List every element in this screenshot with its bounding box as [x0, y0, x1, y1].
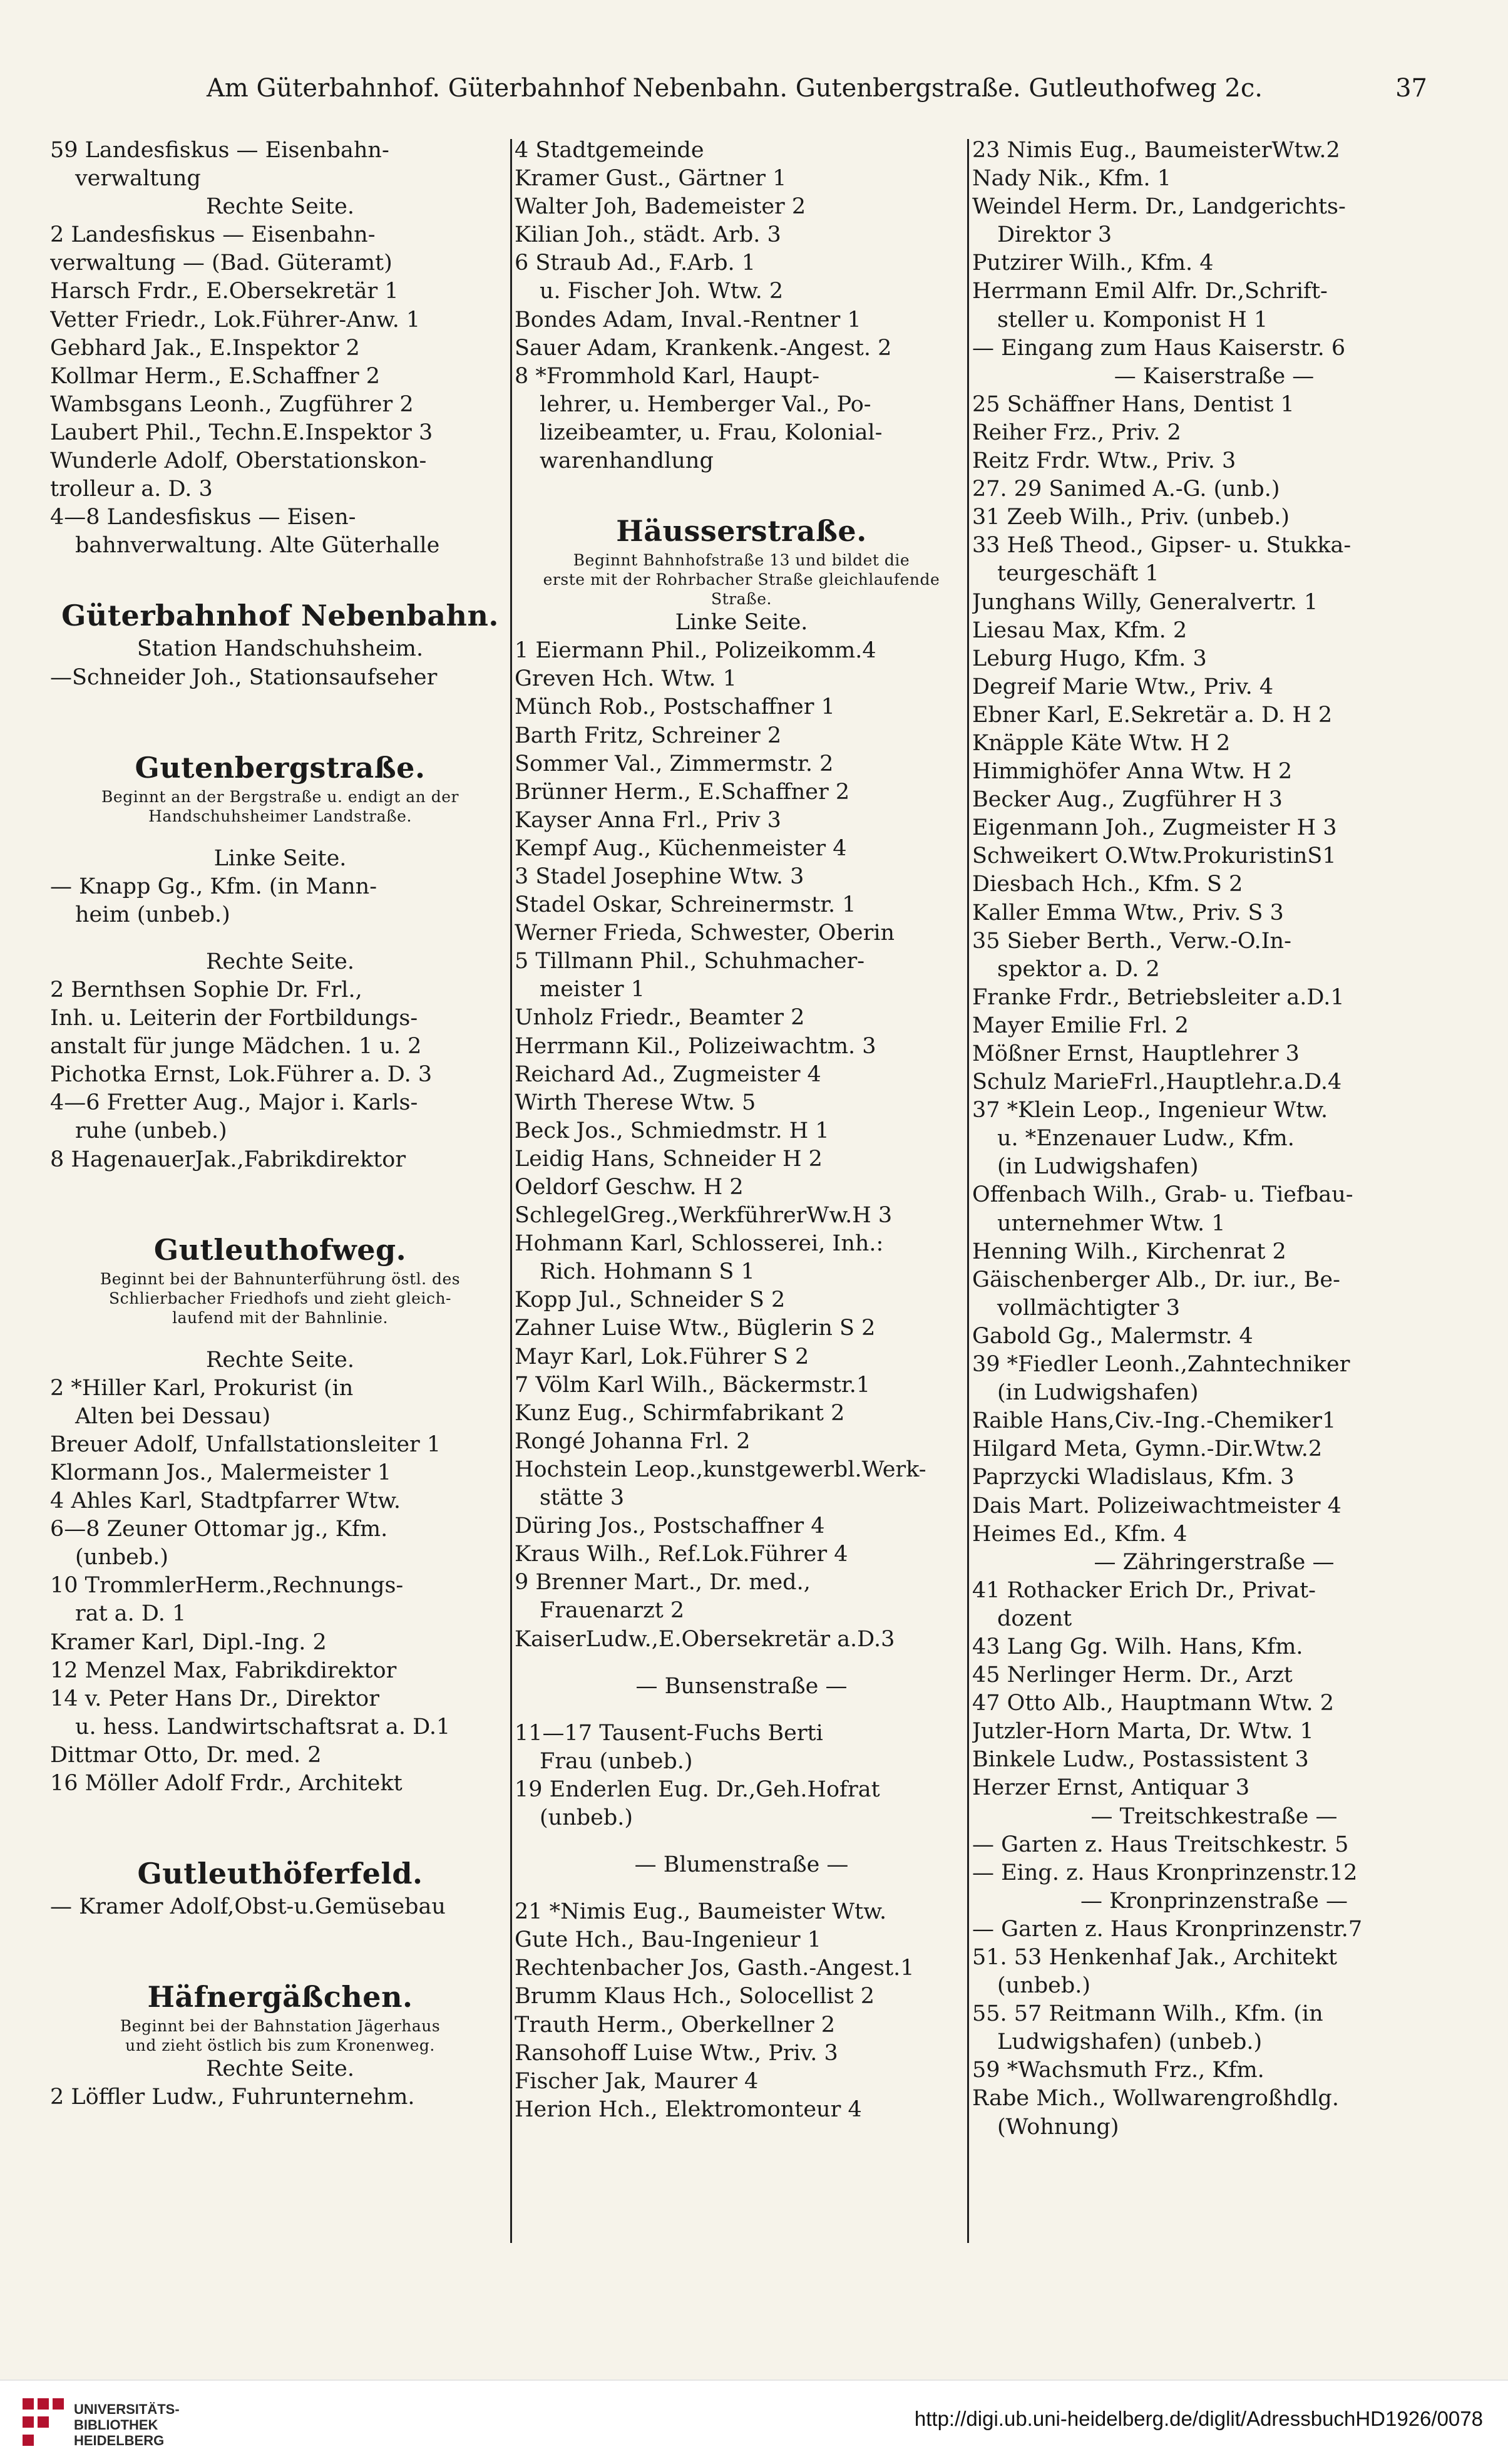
entry-line: Pichotka Ernst, Lok.Führer a. D. 3: [50, 1062, 433, 1088]
spacer: [50, 560, 510, 596]
entry-line: Rechtenbacher Jos, Gasth.-Angest.1: [515, 1956, 915, 1981]
entry-line: 3 Stadel Josephine Wtw. 3: [515, 863, 804, 889]
entry-line: Walter Joh, Bademeister 2: [515, 194, 806, 220]
entry-line: 16 Möller Adolf Frdr., Architekt: [50, 1771, 403, 1796]
logo-line-2: BIBLIOTHEK: [74, 2417, 158, 2433]
entry-line: Düring Jos., Postschaffner 4: [515, 1513, 825, 1539]
entry-line: Leburg Hugo, Kfm. 3: [972, 646, 1207, 671]
entry-line: — Kramer Adolf,Obst-u.Gemüsebau: [50, 1894, 446, 1920]
entry-line: Wirth Therese Wtw. 5: [515, 1090, 756, 1115]
entry-line: Reichard Ad., Zugmeister 4: [515, 1061, 821, 1087]
entry-line: Barth Fritz, Schreiner 2: [515, 723, 782, 748]
entry-line: — Bunsenstraße —: [635, 1673, 848, 1699]
street-description: erste mit der Rohrbacher Straße gleichlaufende: [543, 570, 940, 589]
entry-line: 27. 29 Sanimed A.-G. (unb.): [972, 477, 1280, 502]
entry-line: Rechte Seite.: [206, 2056, 354, 2082]
entry-line: Weindel Herm. Dr., Landgerichts-: [972, 194, 1346, 220]
logo-line-1: UNIVERSITÄTS-: [74, 2401, 180, 2417]
entry-line: trolleur a. D. 3: [50, 477, 213, 502]
spacer: [50, 1327, 510, 1346]
street-description: Beginnt bei der Bahnstation Jägerhaus: [120, 2017, 441, 2036]
entry-line: Trauth Herm., Oberkellner 2: [515, 2012, 835, 2038]
entry-line: stätte 3: [540, 1485, 625, 1511]
entry-line: 6—8 Zeuner Ottomar jg., Kfm.: [50, 1517, 388, 1542]
entry-line: 4 Stadtgemeinde: [515, 138, 704, 163]
column-left: [50, 137, 510, 2253]
entry-line: Hilgard Meta, Gymn.-Dir.Wtw.2: [972, 1436, 1323, 1462]
entry-line: lehrer, u. Hemberger Val., Po-: [540, 391, 871, 417]
entry-line: Herion Hch., Elektromonteur 4: [515, 2096, 862, 2122]
entry-line: Hochstein Leop.,kunstgewerbl.Werk-: [515, 1456, 926, 1482]
entry-line: Henning Wilh., Kirchenrat 2: [972, 1239, 1286, 1264]
entry-line: Ebner Karl, E.Sekretär a. D. H 2: [972, 702, 1333, 728]
street-description: Straße.: [711, 590, 772, 609]
entry-line: Wambsgans Leonh., Zugführer 2: [50, 391, 414, 417]
entry-line: Ransohoff Luise Wtw., Priv. 3: [515, 2040, 838, 2066]
street-heading: Häusserstraße.: [616, 514, 867, 549]
street-description: Schlierbacher Friedhofs und zieht gleich-: [109, 1289, 451, 1307]
spacer: [515, 1701, 968, 1719]
entry-line: Kollmar Herm., E.Schaffner 2: [50, 363, 381, 389]
entry-line: spektor a. D. 2: [997, 956, 1160, 982]
entry-line: Zahner Luise Wtw., Büglerin S 2: [515, 1316, 876, 1341]
entry-line: Mayr Karl, Lok.Führer S 2: [515, 1344, 809, 1369]
entry-line: Kilian Joh., städt. Arb. 3: [515, 222, 781, 248]
entry-line: — Kronprinzenstraße —: [1080, 1888, 1348, 1914]
street-description: Beginnt bei der Bahnunterführung östl. des: [100, 1269, 461, 1288]
entry-line: 4—6 Fretter Aug., Major i. Karls-: [50, 1090, 418, 1116]
entry-line: Direktor 3: [997, 222, 1112, 248]
entry-line: meister 1: [540, 977, 645, 1003]
entry-line: Klormann Jos., Malermeister 1: [50, 1460, 392, 1485]
entry-line: Franke Frdr., Betriebsleiter a.D.1: [972, 984, 1345, 1010]
entry-line: verwaltung: [75, 166, 201, 192]
entry-line: Schulz MarieFrl.,Hauptlehr.a.D.4: [972, 1070, 1342, 1095]
entry-line: 2 Bernthsen Sophie Dr. Frl.,: [50, 977, 362, 1003]
entry-line: 10 TrommlerHerm.,Rechnungs-: [50, 1573, 404, 1599]
entry-line: 55. 57 Reitmann Wilh., Kfm. (in: [972, 2001, 1323, 2027]
spacer: [50, 929, 510, 948]
column-divider-2: [967, 139, 969, 2243]
street-description: Beginnt an der Bergstraße u. endigt an der: [101, 787, 459, 806]
entry-line: (in Ludwigshafen): [997, 1380, 1199, 1406]
entry-line: bahnverwaltung. Alte Güterhalle: [75, 533, 440, 559]
street-description: Handschuhsheimer Landstraße.: [148, 807, 412, 825]
entry-line: steller u. Komponist H 1: [997, 307, 1268, 332]
entry-line: Nady Nik., Kfm. 1: [972, 166, 1172, 192]
spacer: [50, 1798, 510, 1854]
logo-line-3: HEIDELBERG: [74, 2433, 165, 2448]
entry-line: Brünner Herm., E.Schaffner 2: [515, 779, 850, 805]
spacer: [50, 692, 510, 748]
entry-line: (in Ludwigshafen): [997, 1154, 1199, 1180]
entry-line: Inh. u. Leiterin der Fortbildungs-: [50, 1006, 418, 1031]
entry-line: — Knapp Gg., Kfm. (in Mann-: [50, 874, 377, 899]
entry-line: — Eingang zum Haus Kaiserstr. 6: [972, 335, 1346, 361]
entry-line: Greven Hch. Wtw. 1: [515, 666, 737, 692]
entry-line: Münch Rob., Postschaffner 1: [515, 694, 835, 720]
entry-line: (unbeb.): [997, 1973, 1091, 1999]
entry-line: Hohmann Karl, Schlosserei, Inh.:: [515, 1231, 884, 1257]
spacer: [50, 1921, 510, 1977]
entry-line: Paprzycki Wladislaus, Kfm. 3: [972, 1465, 1295, 1490]
entry-line: 19 Enderlen Eug. Dr.,Geh.Hofrat: [515, 1776, 880, 1802]
entry-line: 21 *Nimis Eug., Baumeister Wtw.: [515, 1899, 887, 1925]
entry-line: — Eing. z. Haus Kronprinzenstr.12: [972, 1860, 1358, 1885]
entry-line: — Treitschkestraße —: [1090, 1803, 1338, 1829]
entry-line: Leidig Hans, Schneider H 2: [515, 1146, 823, 1172]
entry-line: — Zähringerstraße —: [1094, 1549, 1335, 1575]
footer-bar: [0, 2379, 1508, 2464]
entry-line: Dais Mart. Polizeiwachtmeister 4: [972, 1493, 1341, 1518]
entry-line: (unbeb.): [75, 1545, 169, 1570]
entry-line: warenhandlung: [540, 448, 714, 474]
entry-line: (Wohnung): [997, 2114, 1119, 2140]
entry-line: Putzirer Wilh., Kfm. 4: [972, 250, 1214, 276]
entry-line: 7 Völm Karl Wilh., Bäckermstr.1: [515, 1372, 871, 1398]
entry-line: 23 Nimis Eug., BaumeisterWtw.2: [972, 138, 1340, 163]
entry-line: Rechte Seite.: [206, 1347, 354, 1373]
entry-line: Unholz Friedr., Beamter 2: [515, 1005, 805, 1031]
entry-line: Frauenarzt 2: [540, 1598, 685, 1624]
entry-line: Gute Hch., Bau-Ingenieur 1: [515, 1927, 821, 1953]
entry-line: 25 Schäffner Hans, Dentist 1: [972, 391, 1295, 417]
street-heading: Gutenbergstraße.: [135, 750, 426, 785]
entry-line: Beck Jos., Schmiedmstr. H 1: [515, 1118, 829, 1143]
entry-line: Stadel Oskar, Schreinermstr. 1: [515, 892, 856, 918]
entry-line: ruhe (unbeb.): [75, 1118, 227, 1144]
entry-line: 43 Lang Gg. Wilh. Hans, Kfm.: [972, 1634, 1303, 1659]
spacer: [515, 1654, 968, 1673]
street-heading: Häfnergäßchen.: [147, 1980, 413, 2014]
entry-line: Kunz Eug., Schirmfabrikant 2: [515, 1400, 845, 1426]
entry-line: — Blumenstraße —: [634, 1852, 849, 1878]
entry-line: dozent: [997, 1606, 1072, 1631]
entry-line: 14 v. Peter Hans Dr., Direktor: [50, 1686, 379, 1711]
spacer: [50, 826, 510, 845]
column-middle: [515, 137, 968, 2253]
entry-line: Sommer Val., Zimmermstr. 2: [515, 751, 834, 776]
entry-line: Alten bei Dessau): [75, 1403, 271, 1429]
street-description: Beginnt Bahnhofstraße 13 und bildet die: [573, 551, 910, 570]
entry-line: — Garten z. Haus Kronprinzenstr.7: [972, 1916, 1363, 1942]
page-number: 37: [1395, 74, 1427, 103]
entry-line: Oeldorf Geschw. H 2: [515, 1175, 744, 1200]
entry-line: Degreif Marie Wtw., Priv. 4: [972, 674, 1274, 699]
entry-line: 59 *Wachsmuth Frz., Kfm.: [972, 2058, 1264, 2083]
entry-line: Rechte Seite.: [206, 194, 354, 220]
entry-line: Kopp Jul., Schneider S 2: [515, 1287, 786, 1313]
entry-line: Reiher Frz., Priv. 2: [972, 420, 1181, 445]
entry-line: 2 *Hiller Karl, Prokurist (in: [50, 1375, 354, 1401]
entry-line: 59 Landesfiskus — Eisenbahn-: [50, 138, 389, 163]
running-title: Am Güterbahnhof. Güterbahnhof Nebenbahn. Gutenbergstraße. Gutleuthofweg 2c.: [207, 74, 1263, 103]
entry-line: Offenbach Wilh., Grab- u. Tiefbau-: [972, 1182, 1353, 1208]
entry-line: verwaltung — (Bad. Güteramt): [50, 250, 392, 276]
entry-line: u. *Enzenauer Ludw., Kfm.: [997, 1126, 1295, 1152]
entry-line: Breuer Adolf, Unfallstationsleiter 1: [50, 1431, 441, 1457]
entry-line: u. hess. Landwirtschaftsrat a. D.1: [75, 1714, 451, 1740]
spacer: [50, 1174, 510, 1230]
entry-line: Gebhard Jak., E.Inspektor 2: [50, 335, 360, 361]
entry-line: Raible Hans,Civ.-Ing.-Chemiker1: [972, 1408, 1336, 1434]
entry-line: KaiserLudw.,E.Obersekretär a.D.3: [515, 1626, 895, 1652]
street-heading: Gutleuthofweg.: [153, 1232, 407, 1267]
entry-line: Herzer Ernst, Antiquar 3: [972, 1775, 1250, 1801]
entry-line: 51. 53 Henkenhaf Jak., Architekt: [972, 1945, 1338, 1970]
entry-line: 1 Eiermann Phil., Polizeikomm.4: [515, 638, 876, 664]
entry-line: heim (unbeb.): [75, 902, 230, 927]
entry-line: Binkele Ludw., Postassistent 3: [972, 1747, 1309, 1773]
entry-line: 2 Landesfiskus — Eisenbahn-: [50, 222, 376, 248]
entry-line: lizeibeamter, u. Frau, Kolonial-: [540, 420, 883, 445]
entry-line: Laubert Phil., Techn.E.Inspektor 3: [50, 420, 433, 445]
entry-line: Wunderle Adolf, Oberstationskon-: [50, 448, 427, 474]
entry-line: Sauer Adam, Krankenk.-Angest. 2: [515, 335, 892, 361]
entry-line: Rechte Seite.: [206, 949, 354, 974]
spacer: [515, 475, 968, 512]
street-heading: Gutleuthöferfeld.: [137, 1857, 423, 1891]
spacer: [515, 1832, 968, 1851]
entry-line: 33 Heß Theod., Gipser- u. Stukka-: [972, 533, 1352, 559]
entry-line: Kraus Wilh., Ref.Lok.Führer 4: [515, 1542, 848, 1567]
entry-line: u. Fischer Joh. Wtw. 2: [540, 279, 784, 304]
entry-line: 39 *Fiedler Leonh.,Zahntechniker: [972, 1352, 1350, 1378]
entry-line: 37 *Klein Leop., Ingenieur Wtw.: [972, 1098, 1328, 1123]
street-heading: Güterbahnhof Nebenbahn.: [61, 599, 499, 633]
entry-line: Frau (unbeb.): [540, 1748, 693, 1774]
entry-line: Kramer Karl, Dipl.-Ing. 2: [50, 1629, 327, 1655]
entry-line: 45 Nerlinger Herm. Dr., Arzt: [972, 1662, 1293, 1688]
entry-line: 47 Otto Alb., Hauptmann Wtw. 2: [972, 1691, 1334, 1716]
entry-line: SchlegelGreg.,WerkführerWw.H 3: [515, 1203, 893, 1229]
entry-line: 2 Löffler Ludw., Fuhrunternehm.: [50, 2085, 415, 2110]
entry-line: Rich. Hohmann S 1: [540, 1259, 755, 1285]
entry-line: vollmächtigter 3: [997, 1295, 1180, 1321]
entry-line: Knäpple Käte Wtw. H 2: [972, 730, 1231, 756]
entry-line: Linke Seite.: [675, 610, 808, 636]
library-logo-icon[interactable]: [23, 2398, 64, 2446]
entry-line: Mößner Ernst, Hauptlehrer 3: [972, 1041, 1300, 1066]
entry-line: Gäischenberger Alb., Dr. iur., Be-: [972, 1267, 1340, 1292]
entry-line: Bondes Adam, Inval.-Rentner 1: [515, 307, 861, 332]
entry-line: Kaller Emma Wtw., Priv. S 3: [972, 900, 1284, 925]
entry-line: Werner Frieda, Schwester, Oberin: [515, 920, 895, 946]
entry-line: anstalt für junge Mädchen. 1 u. 2: [50, 1034, 422, 1059]
entry-line: Herrmann Kil., Polizeiwachtm. 3: [515, 1033, 876, 1059]
entry-line: Liesau Max, Kfm. 2: [972, 617, 1187, 643]
entry-line: Herrmann Emil Alfr. Dr.,Schrift-: [972, 279, 1328, 304]
entry-line: Mayer Emilie Frl. 2: [972, 1013, 1189, 1038]
entry-line: Dittmar Otto, Dr. med. 2: [50, 1742, 322, 1768]
entry-line: Kayser Anna Frl., Priv 3: [515, 807, 781, 833]
entry-line: Linke Seite.: [213, 845, 347, 871]
entry-line: 12 Menzel Max, Fabrikdirektor: [50, 1657, 397, 1683]
entry-line: Himmighöfer Anna Wtw. H 2: [972, 759, 1293, 785]
entry-line: Kramer Gust., Gärtner 1: [515, 166, 787, 192]
street-description: und zieht östlich bis zum Kronenweg.: [125, 2036, 435, 2055]
entry-line: Ludwigshafen) (unbeb.): [997, 2029, 1263, 2055]
entry-line: Diesbach Hch., Kfm. S 2: [972, 872, 1243, 897]
entry-line: rat a. D. 1: [75, 1601, 187, 1627]
entry-line: (unbeb.): [540, 1805, 633, 1830]
entry-line: Reitz Frdr. Wtw., Priv. 3: [972, 448, 1236, 474]
spacer: [515, 1879, 968, 1898]
entry-line: Eigenmann Joh., Zugmeister H 3: [972, 815, 1337, 841]
entry-line: 9 Brenner Mart., Dr. med.,: [515, 1570, 811, 1595]
entry-line: Jutzler-Horn Marta, Dr. Wtw. 1: [972, 1719, 1314, 1745]
entry-line: Station Handschuhsheim.: [136, 636, 424, 662]
entry-line: Vetter Friedr., Lok.Führer-Anw. 1: [50, 307, 421, 332]
entry-line: Schweikert O.Wtw.ProkuristinS1: [972, 843, 1336, 869]
entry-line: 41 Rothacker Erich Dr., Privat-: [972, 1577, 1316, 1603]
entry-line: Rongé Johanna Frl. 2: [515, 1428, 751, 1454]
entry-line: Kempf Aug., Küchenmeister 4: [515, 835, 847, 861]
street-description: laufend mit der Bahnlinie.: [172, 1308, 388, 1327]
entry-line: Becker Aug., Zugführer H 3: [972, 787, 1283, 813]
entry-line: — Garten z. Haus Treitschkestr. 5: [972, 1832, 1349, 1857]
entry-line: 4—8 Landesfiskus — Eisen-: [50, 505, 356, 530]
entry-line: —Schneider Joh., Stationsaufseher: [50, 664, 438, 690]
entry-line: 6 Straub Ad., F.Arb. 1: [515, 250, 756, 276]
entry-line: teurgeschäft 1: [997, 561, 1159, 587]
entry-line: unternehmer Wtw. 1: [997, 1210, 1226, 1236]
entry-line: Junghans Willy, Generalvertr. 1: [972, 589, 1318, 615]
entry-line: 4 Ahles Karl, Stadtpfarrer Wtw.: [50, 1488, 401, 1514]
entry-line: 8 *Frommhold Karl, Haupt-: [515, 363, 820, 389]
entry-line: 5 Tillmann Phil., Schuhmacher-: [515, 949, 865, 974]
source-url-link[interactable]: http://digi.ub.uni-heidelberg.de/diglit/AdressbuchHD1926/0078: [914, 2407, 1483, 2430]
entry-line: Brumm Klaus Hch., Solocellist 2: [515, 1984, 875, 2009]
entry-line: 35 Sieber Berth., Verw.-O.In-: [972, 928, 1291, 954]
entry-line: 11—17 Tausent-Fuchs Berti: [515, 1720, 823, 1746]
entry-line: Gabold Gg., Malermstr. 4: [972, 1323, 1253, 1349]
entry-line: Heimes Ed., Kfm. 4: [972, 1521, 1187, 1547]
library-logo-text: [74, 2401, 180, 2448]
entry-line: — Kaiserstraße —: [1114, 363, 1315, 389]
entry-line: 31 Zeeb Wilh., Priv. (unbeb.): [972, 505, 1290, 530]
entry-line: 8 HagenauerJak.,Fabrikdirektor: [50, 1147, 406, 1172]
entry-line: Harsch Frdr., E.Obersekretär 1: [50, 279, 399, 304]
column-right: [972, 137, 1456, 2253]
entry-line: Fischer Jak, Maurer 4: [515, 2068, 759, 2094]
column-divider-1: [510, 139, 512, 2243]
entry-line: Rabe Mich., Wollwarengroßhdlg.: [972, 2086, 1339, 2111]
